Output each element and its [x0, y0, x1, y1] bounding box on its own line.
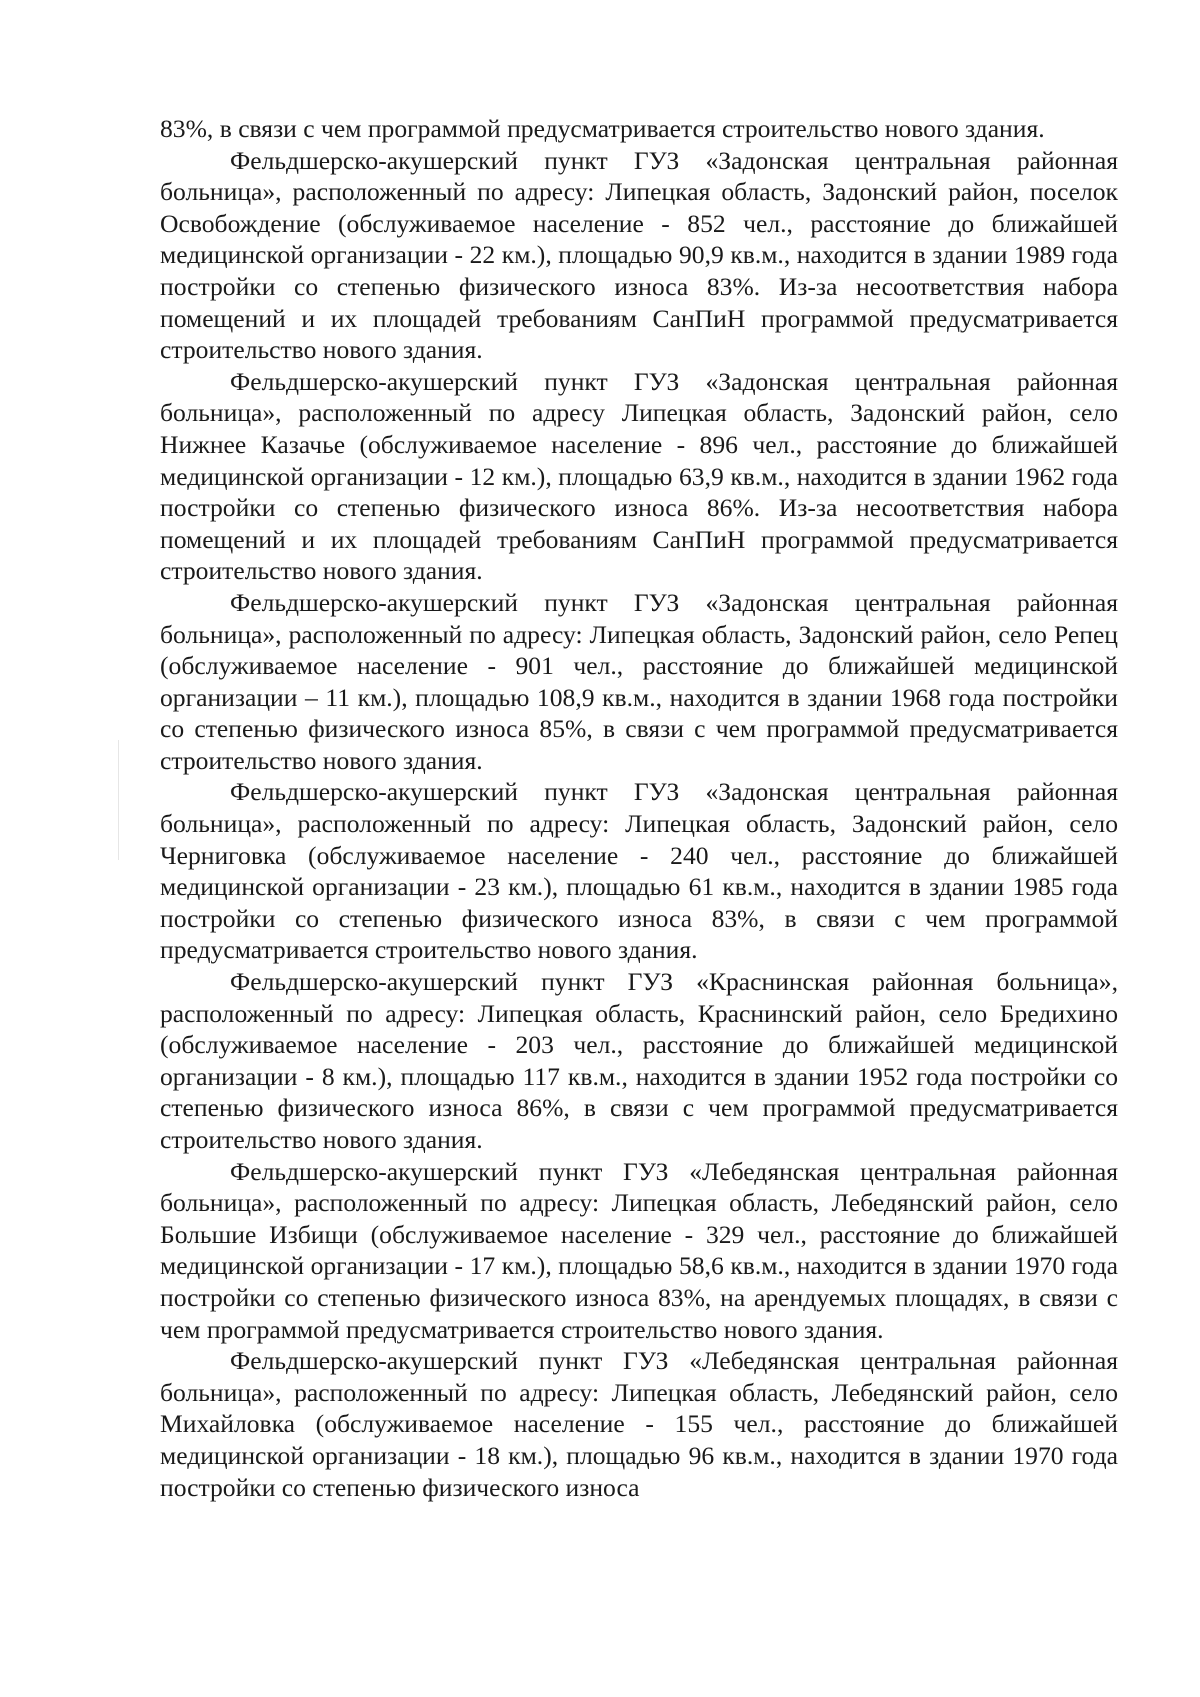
- scan-edge-line: [118, 740, 119, 860]
- paragraph-fap-osvobozhdenie: Фельдшерско-акушерский пункт ГУЗ «Задонская центральная районная больница», расположенный по адресу: Липецкая область, Задонский район, поселок Освобождение (обслуживаемое население - 852 чел., расстояние до ближайшей медицинской организации - 22 км.), площадью 90,9 кв.м., находится в здании 1989 года постройки со степенью физического износа 83%. Из-за несоответствия набора помещений и их площадей требованиям СанПиН программой предусматривается строительство нового здания.: [160, 145, 1118, 365]
- paragraph-fap-mikhaylovka: Фельдшерско-акушерский пункт ГУЗ «Лебедянская центральная районная больница», расположенный по адресу: Липецкая область, Лебедянский район, село Михайловка (обслуживаемое население - 155 чел., расстояние до ближайшей медицинской организации - 18 км.), площадью 96 кв.м., находится в здании 1970 года постройки со степенью физического износа: [160, 1346, 1118, 1502]
- paragraph-fap-bolshie-izbishchi: Фельдшерско-акушерский пункт ГУЗ «Лебедянская центральная районная больница», расположенный по адресу: Липецкая область, Лебедянский район, село Большие Избищи (обслуживаемое население - 329 чел., расстояние до ближайшей медицинской организации - 17 км.), площадью 58,6 кв.м., находится в здании 1970 года постройки со степенью физического износа 83%, на арендуемых площадях, в связи с чем программой предусматривается строительство нового здания.: [160, 1156, 1118, 1344]
- paragraph-fap-nizhnee-kazachye: Фельдшерско-акушерский пункт ГУЗ «Задонская центральная районная больница», расположенный по адресу Липецкая область, Задонский район, село Нижнее Казачье (обслуживаемое население - 896 чел., расстояние до ближайшей медицинской организации - 12 км.), площадью 63,9 кв.м., находится в здании 1962 года постройки со степенью физического износа 86%. Из-за несоответствия набора помещений и их площадей требованиям СанПиН программой предусматривается строительство нового здания.: [160, 366, 1118, 586]
- continuation-paragraph: 83%, в связи с чем программой предусматривается строительство нового здания.: [160, 114, 1045, 143]
- paragraph-fap-repets: Фельдшерско-акушерский пункт ГУЗ «Задонская центральная районная больница», расположенный по адресу: Липецкая область, Задонский район, село Репец (обслуживаемое население - 901 чел., расстояние до ближайшей медицинской организации – 11 км.), площадью 108,9 кв.м., находится в здании 1968 года постройки со степенью физического износа 85%, в связи с чем программой предусматривается строительство нового здания.: [160, 587, 1118, 775]
- paragraph-fap-chernigovka: Фельдшерско-акушерский пункт ГУЗ «Задонская центральная районная больница», расположенный по адресу: Липецкая область, Задонский район, село Черниговка (обслуживаемое население - 240 чел., расстояние до ближайшей медицинской организации - 23 км.), площадью 61 кв.м., находится в здании 1985 года постройки со степенью физического износа 83%, в связи с чем программой предусматривается строительство нового здания.: [160, 777, 1118, 965]
- document-page: [160, 113, 1118, 1503]
- paragraph-fap-bredikhino: Фельдшерско-акушерский пункт ГУЗ «Краснинская районная больница», расположенный по адресу: Липецкая область, Краснинский район, село Бредихино (обслуживаемое население - 203 чел., расстояние до ближайшей медицинской организации - 8 км.), площадью 117 кв.м., находится в здании 1952 года постройки со степенью физического износа 86%, в связи с чем программой предусматривается строительство нового здания.: [160, 967, 1118, 1154]
